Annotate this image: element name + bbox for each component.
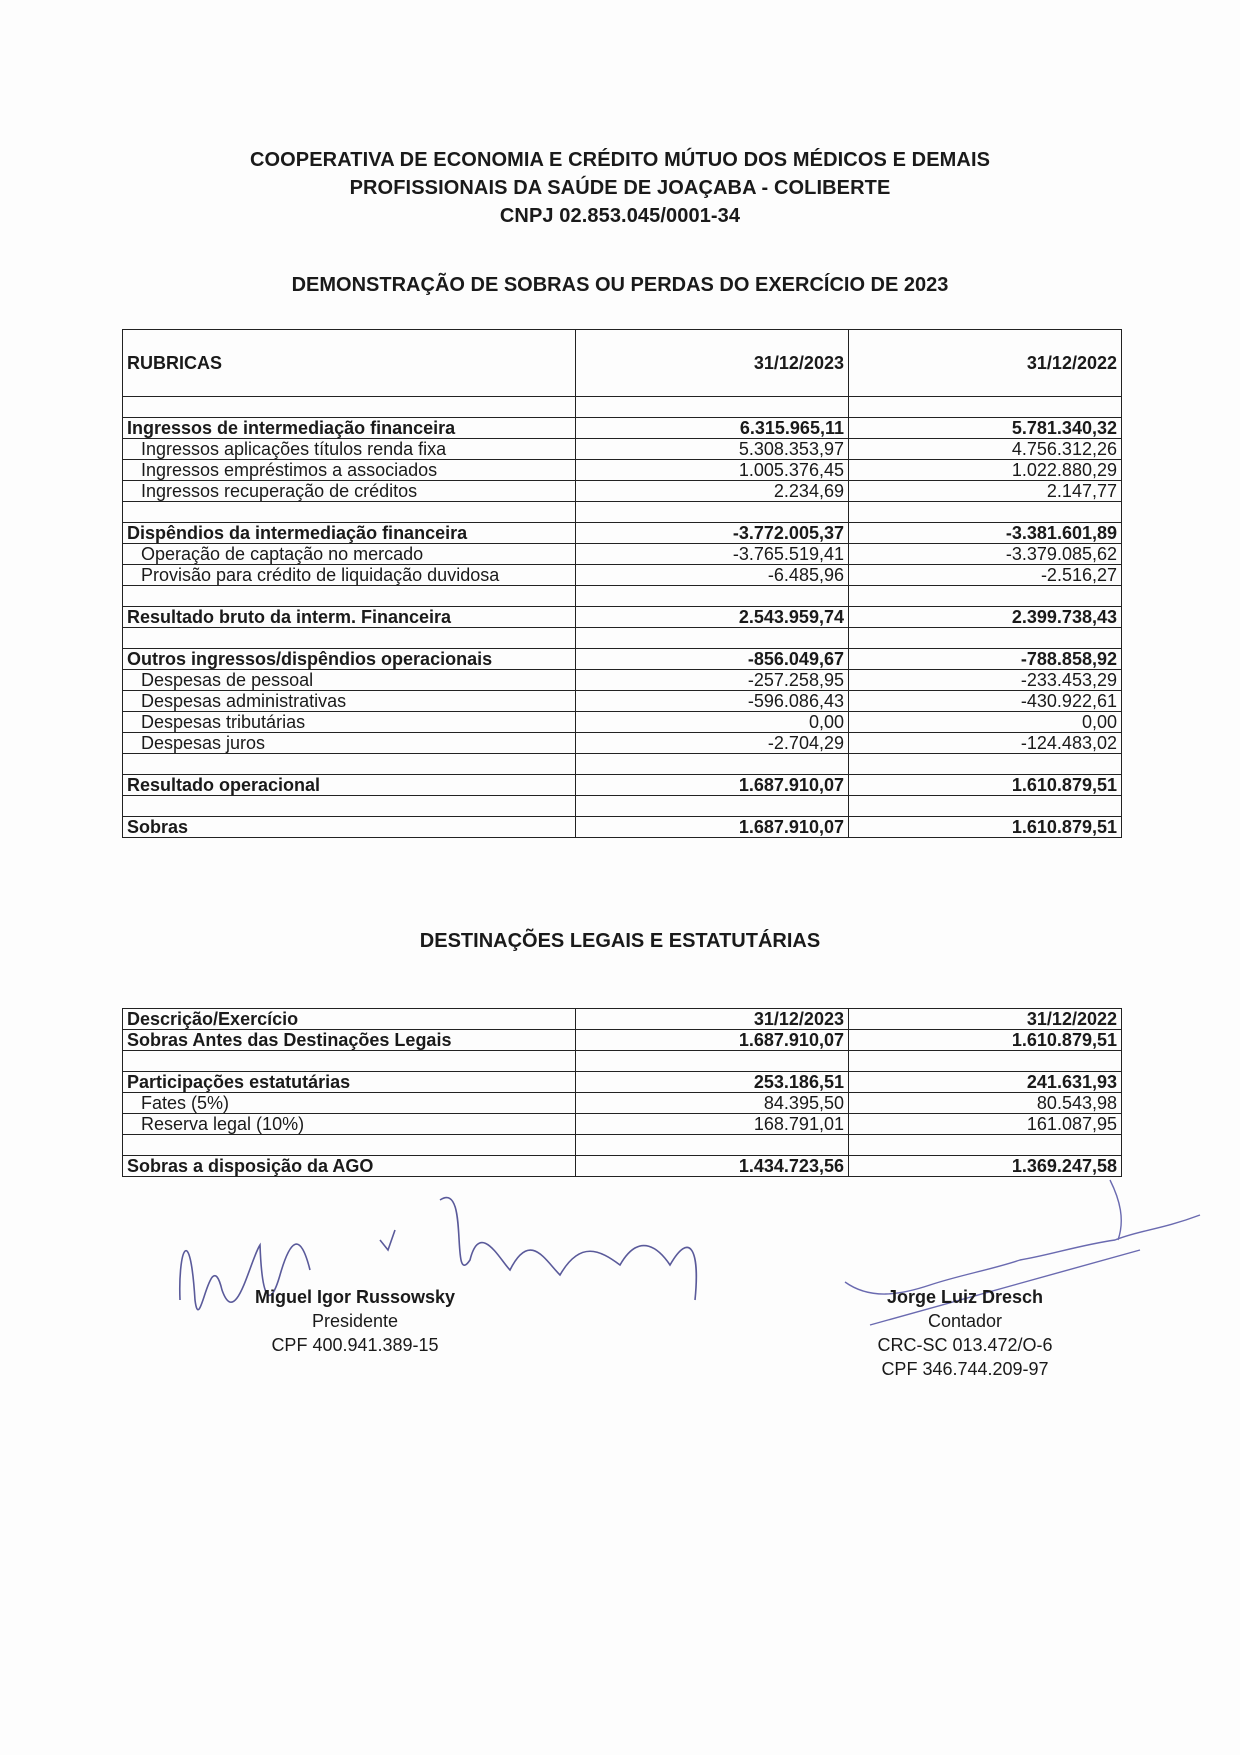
column-header-2023: 31/12/2023 xyxy=(575,330,848,397)
row-label: Operação de captação no mercado xyxy=(123,544,576,565)
table-row xyxy=(123,691,1122,712)
table-row xyxy=(123,481,1122,502)
spacer-row xyxy=(123,754,1122,775)
org-name-line1: COOPERATIVA DE ECONOMIA E CRÉDITO MÚTUO DOS MÉDICOS E DEMAIS xyxy=(249,149,991,171)
signature-block-accountant xyxy=(840,1285,1090,1381)
table-row xyxy=(123,733,1122,754)
row-label: Sobras Antes das Destinações Legais xyxy=(123,1030,576,1051)
row-label: Ingressos aplicações títulos renda fixa xyxy=(123,439,576,460)
row-label: Despesas juros xyxy=(123,733,576,754)
value-2022: 1.610.879,51 xyxy=(848,775,1121,796)
spacer-row xyxy=(123,796,1122,817)
signer-cpf: CPF 346.744.209-97 xyxy=(881,1359,1049,1379)
table-row xyxy=(123,523,1122,544)
row-label: Ingressos empréstimos a associados xyxy=(123,460,576,481)
value-2022: -3.381.601,89 xyxy=(848,523,1121,544)
value-2022: 5.781.340,32 xyxy=(848,418,1121,439)
table-row xyxy=(123,1156,1122,1177)
table-row xyxy=(123,1072,1122,1093)
value-2022: -430.922,61 xyxy=(848,691,1121,712)
spacer-row xyxy=(123,1051,1122,1072)
value-2022: 1.369.247,58 xyxy=(848,1156,1121,1177)
signer-cpf: CPF 400.941.389-15 xyxy=(271,1335,439,1355)
value-2022: 0,00 xyxy=(848,712,1121,733)
value-2023: 2.234,69 xyxy=(575,481,848,502)
income-statement-table xyxy=(122,329,1122,838)
table-header-row xyxy=(123,1009,1122,1030)
spacer-row xyxy=(123,1135,1122,1156)
signer-name: Miguel Igor Russowsky xyxy=(254,1287,456,1307)
table-row xyxy=(123,670,1122,691)
row-label: Ingressos de intermediação financeira xyxy=(123,418,576,439)
value-2023: 6.315.965,11 xyxy=(575,418,848,439)
row-label: Resultado bruto da interm. Financeira xyxy=(123,607,576,628)
value-2022: 1.610.879,51 xyxy=(848,1030,1121,1051)
value-2022: 1.022.880,29 xyxy=(848,460,1121,481)
table-row xyxy=(123,775,1122,796)
spacer-row xyxy=(123,628,1122,649)
organization-header xyxy=(0,146,1240,230)
row-label: Ingressos recuperação de créditos xyxy=(123,481,576,502)
table-row xyxy=(123,1030,1122,1051)
table-row xyxy=(123,817,1122,838)
row-label: Sobras a disposição da AGO xyxy=(123,1156,576,1177)
table-row xyxy=(123,544,1122,565)
value-2022: 80.543,98 xyxy=(848,1093,1121,1114)
value-2023: -3.772.005,37 xyxy=(575,523,848,544)
table-row xyxy=(123,712,1122,733)
value-2023: 1.687.910,07 xyxy=(575,817,848,838)
table-header-row xyxy=(123,330,1122,397)
value-2023: 2.543.959,74 xyxy=(575,607,848,628)
value-2023: 84.395,50 xyxy=(575,1093,848,1114)
row-label: Participações estatutárias xyxy=(123,1072,576,1093)
table-row xyxy=(123,1093,1122,1114)
table-row xyxy=(123,565,1122,586)
column-header-2023: 31/12/2023 xyxy=(575,1009,848,1030)
column-header-2022: 31/12/2022 xyxy=(848,1009,1121,1030)
value-2022: -233.453,29 xyxy=(848,670,1121,691)
value-2022: 4.756.312,26 xyxy=(848,439,1121,460)
value-2022: 1.610.879,51 xyxy=(848,817,1121,838)
value-2023: 1.687.910,07 xyxy=(575,775,848,796)
table-row xyxy=(123,1114,1122,1135)
value-2023: -596.086,43 xyxy=(575,691,848,712)
destinations-title: DESTINAÇÕES LEGAIS E ESTATUTÁRIAS xyxy=(419,930,821,952)
column-header-description: Descrição/Exercício xyxy=(123,1009,576,1030)
destinations-table xyxy=(122,1008,1122,1177)
table-row xyxy=(123,418,1122,439)
spacer-row xyxy=(123,502,1122,523)
row-label: Despesas de pessoal xyxy=(123,670,576,691)
row-label: Despesas tributárias xyxy=(123,712,576,733)
value-2022: 2.147,77 xyxy=(848,481,1121,502)
value-2022: -788.858,92 xyxy=(848,649,1121,670)
table-row xyxy=(123,460,1122,481)
value-2023: 168.791,01 xyxy=(575,1114,848,1135)
value-2023: -3.765.519,41 xyxy=(575,544,848,565)
value-2022: -3.379.085,62 xyxy=(848,544,1121,565)
row-label: Despesas administrativas xyxy=(123,691,576,712)
signer-crc: CRC-SC 013.472/O-6 xyxy=(877,1335,1053,1355)
org-cnpj: CNPJ 02.853.045/0001-34 xyxy=(499,205,741,227)
value-2022: 241.631,93 xyxy=(848,1072,1121,1093)
statement-title: DEMONSTRAÇÃO DE SOBRAS OU PERDAS DO EXERCÍCIO DE 2023 xyxy=(291,274,949,296)
value-2023: -6.485,96 xyxy=(575,565,848,586)
value-2023: -856.049,67 xyxy=(575,649,848,670)
row-label: Reserva legal (10%) xyxy=(123,1114,576,1135)
signer-name: Jorge Luiz Dresch xyxy=(886,1287,1044,1307)
value-2023: 1.005.376,45 xyxy=(575,460,848,481)
value-2023: 253.186,51 xyxy=(575,1072,848,1093)
row-label: Dispêndios da intermediação financeira xyxy=(123,523,576,544)
row-label: Resultado operacional xyxy=(123,775,576,796)
value-2023: -2.704,29 xyxy=(575,733,848,754)
column-header-rubricas: RUBRICAS xyxy=(123,330,576,397)
value-2023: 0,00 xyxy=(575,712,848,733)
row-label: Fates (5%) xyxy=(123,1093,576,1114)
table-row xyxy=(123,607,1122,628)
value-2023: 1.687.910,07 xyxy=(575,1030,848,1051)
value-2023: 1.434.723,56 xyxy=(575,1156,848,1177)
row-label: Provisão para crédito de liquidação duvidosa xyxy=(123,565,576,586)
row-label: Sobras xyxy=(123,817,576,838)
value-2023: 5.308.353,97 xyxy=(575,439,848,460)
signer-role: Presidente xyxy=(311,1311,399,1331)
signer-role: Contador xyxy=(927,1311,1003,1331)
signature-block-president xyxy=(240,1285,470,1357)
row-label: Outros ingressos/dispêndios operacionais xyxy=(123,649,576,670)
value-2022: -2.516,27 xyxy=(848,565,1121,586)
column-header-2022: 31/12/2022 xyxy=(848,330,1121,397)
value-2022: 161.087,95 xyxy=(848,1114,1121,1135)
value-2022: 2.399.738,43 xyxy=(848,607,1121,628)
value-2023: -257.258,95 xyxy=(575,670,848,691)
spacer-row xyxy=(123,397,1122,418)
org-name-line2: PROFISSIONAIS DA SAÚDE DE JOAÇABA - COLIBERTE xyxy=(349,177,891,199)
spacer-row xyxy=(123,586,1122,607)
table-row xyxy=(123,439,1122,460)
table-row xyxy=(123,649,1122,670)
value-2022: -124.483,02 xyxy=(848,733,1121,754)
